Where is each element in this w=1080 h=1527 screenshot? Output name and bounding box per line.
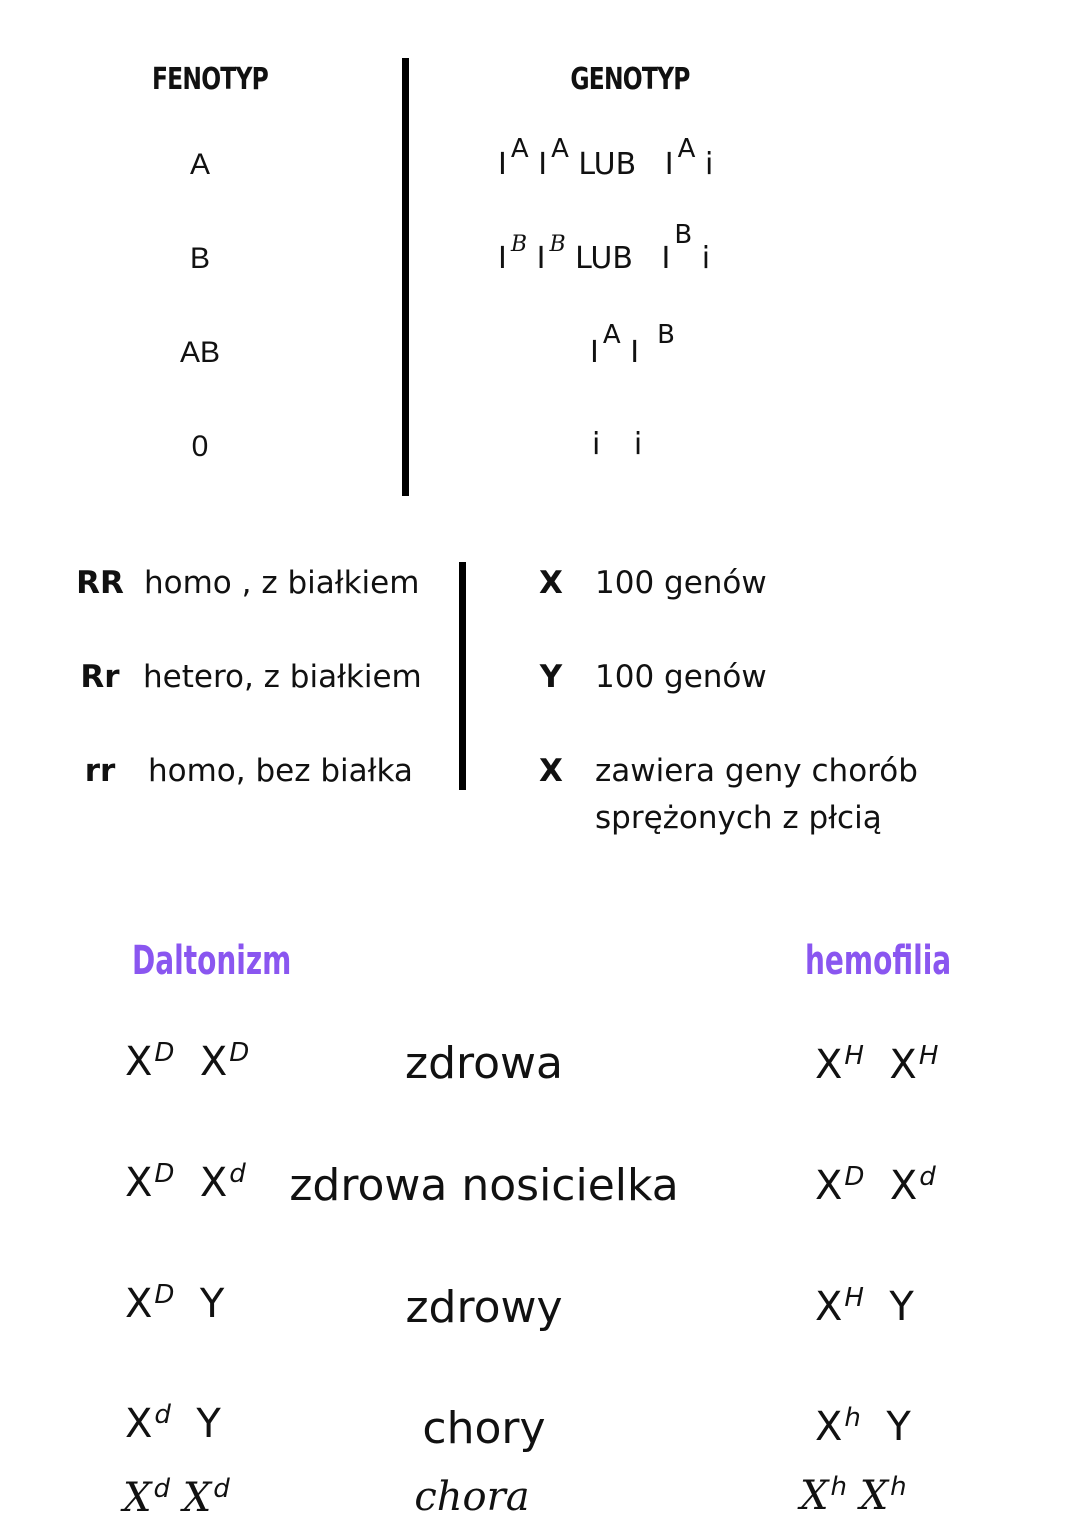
- chromosome-x2-line1: zawiera geny chorób: [595, 753, 918, 789]
- chromosome-x-label: X: [539, 565, 563, 601]
- rh-desc-rr-hetero: hetero, z białkiem: [143, 659, 422, 695]
- chromosome-y-text: 100 genów: [595, 659, 767, 695]
- phenotype-ab: AB: [179, 336, 221, 369]
- daltonism-genotype-1: $X^D$ $X^D$: [125, 1037, 250, 1085]
- genotype-a: I $^A$ I $^A$ LUB I $^A$ i: [498, 134, 714, 182]
- rh-desc-rr-dominant: homo , z białkiem: [144, 565, 420, 601]
- blood-table-divider: [402, 58, 409, 496]
- rh-code-rr-recessive: rr: [84, 753, 116, 789]
- hemophilia-genotype-1: $X^H$ $X^H$: [815, 1040, 939, 1088]
- status-sick-female: chora: [414, 1474, 530, 1520]
- hemophilia-genotype-5: $X^h$ $X^h$: [800, 1471, 907, 1519]
- status-sick-male: chory: [422, 1403, 546, 1454]
- daltonism-genotype-2: $X^D$ $X^d$: [125, 1158, 246, 1206]
- daltonism-genotype-4: $X^d$ Y: [125, 1399, 221, 1447]
- status-healthy-female: zdrowa: [404, 1038, 564, 1089]
- genotype-ab: I $^A$ I $^B$: [590, 320, 675, 370]
- hemophilia-genotype-4: $X^h$ Y: [815, 1402, 911, 1450]
- daltonism-genotype-3: $X^D$ Y: [125, 1279, 225, 1327]
- chromosome-x-text: 100 genów: [595, 565, 767, 601]
- hemophilia-genotype-3: $X^H$ Y: [815, 1282, 914, 1330]
- status-healthy-male: zdrowy: [405, 1282, 563, 1333]
- rh-divider: [459, 562, 466, 790]
- phenotype-0: 0: [191, 430, 209, 463]
- daltonism-genotype-5: $X^d$ $X^d$: [123, 1473, 230, 1521]
- phenotype-b: B: [189, 242, 210, 275]
- daltonism-title: Daltonizm: [132, 938, 292, 984]
- genotype-b: I $^B$ I $^B$ LUB $I^B$ i: [498, 220, 711, 276]
- genotype-header: GENOTYP: [570, 62, 690, 97]
- chromosome-x2-line2: sprężonych z płcią: [595, 800, 882, 836]
- phenotype-header: FENOTYP: [151, 62, 269, 97]
- hemophilia-title: hemofilia: [805, 938, 952, 984]
- rh-desc-rr-recessive: homo, bez białka: [148, 753, 413, 789]
- rh-code-rr-hetero: Rr: [80, 659, 120, 695]
- chromosome-x2-label: X: [539, 753, 563, 789]
- chromosome-y-label: Y: [539, 659, 563, 695]
- rh-code-rr-dominant: RR: [76, 565, 124, 601]
- phenotype-a: A: [189, 148, 210, 181]
- status-carrier-female: zdrowa nosicielka: [289, 1160, 679, 1211]
- hemophilia-genotype-2: $X^D$ $X^d$: [815, 1161, 936, 1209]
- genotype-0: i i: [592, 427, 643, 462]
